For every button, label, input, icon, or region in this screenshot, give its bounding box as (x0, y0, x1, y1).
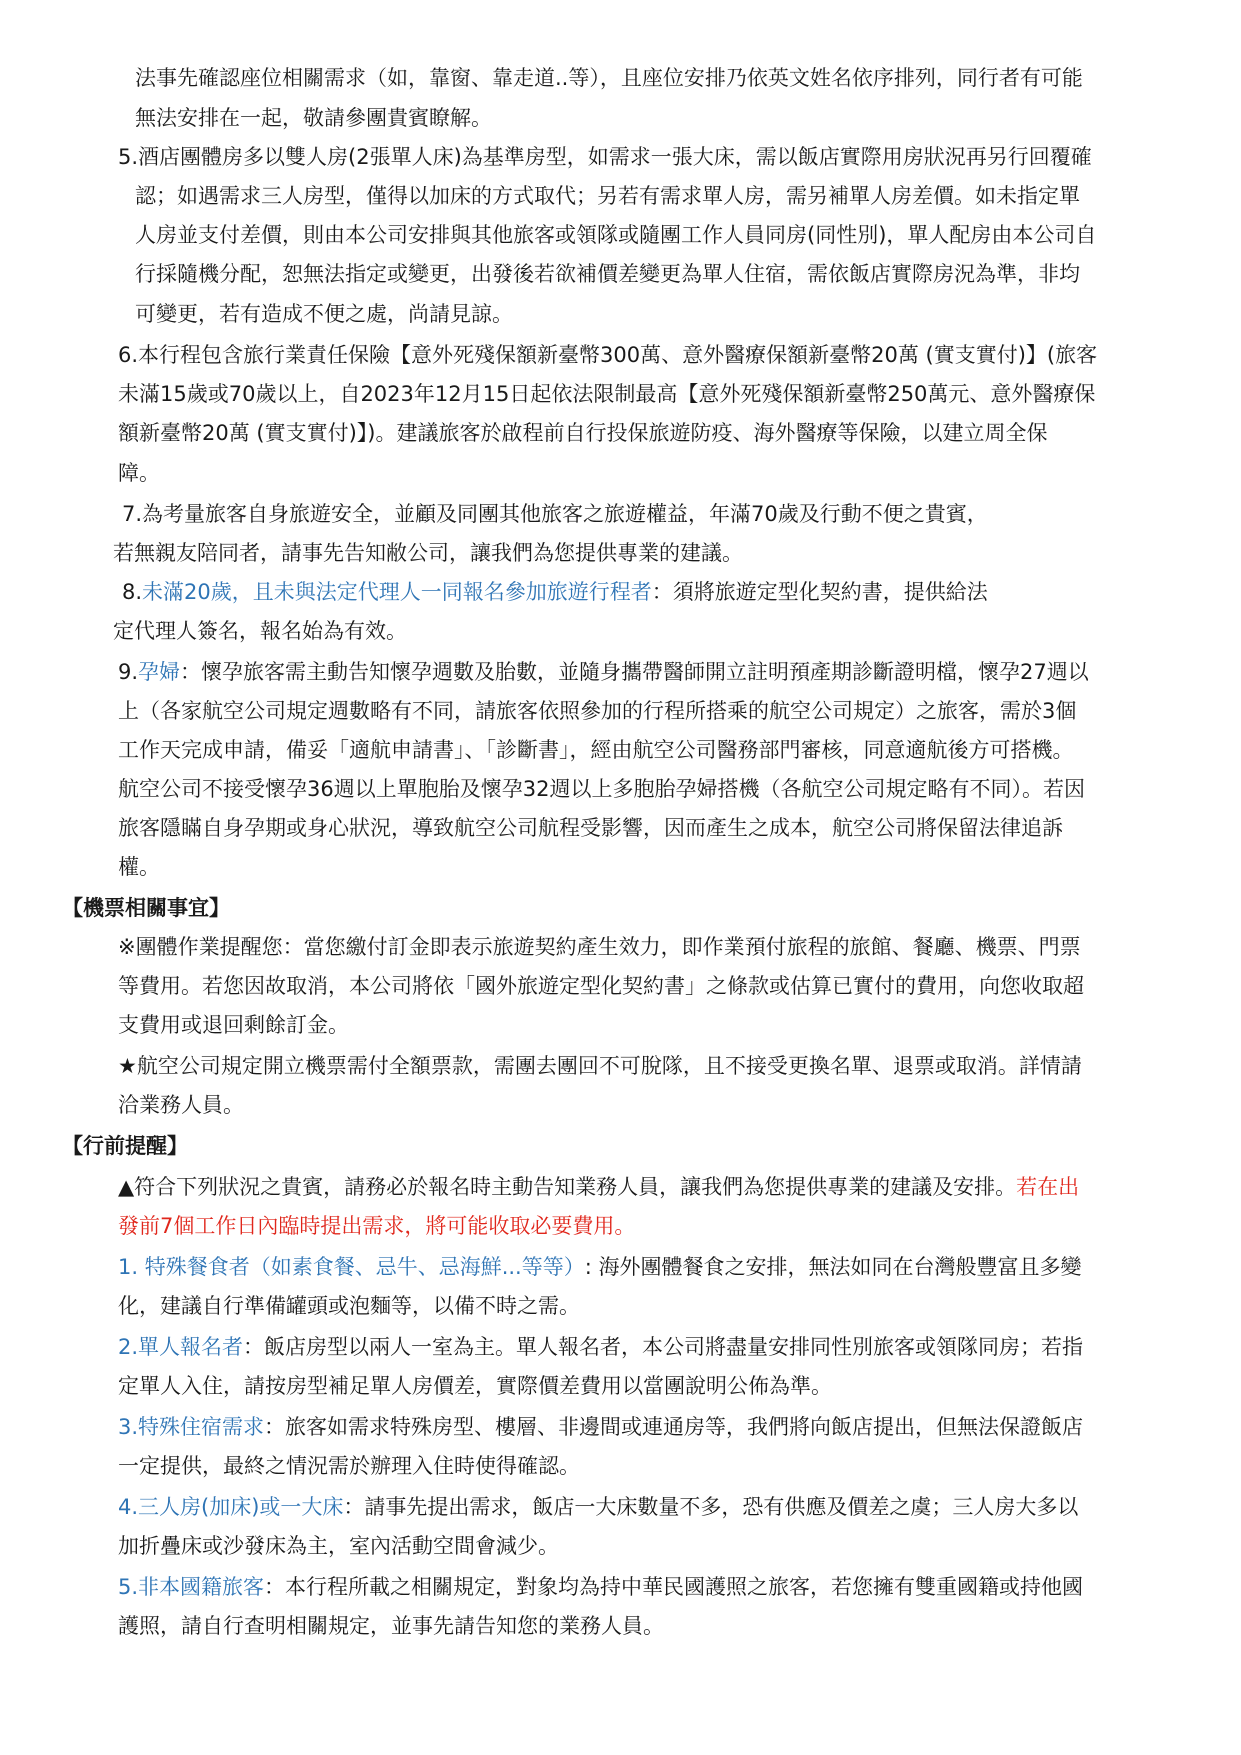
item8-number: 8. (122, 580, 143, 604)
reminder-r2-line-2: 定單人入住，請按房型補足單人房價差，實際價差費用以當團說明公佈為準。 (118, 1374, 832, 1398)
reminder-r4-line-2: 加折疊床或沙發床為主，室內活動空間會減少。 (118, 1534, 559, 1558)
reminder-r3-highlight: 3.特殊住宿需求 (118, 1415, 265, 1439)
item7-line-2: 若無親友陪同者，請事先告知敝公司，讓我們為您提供專業的建議。 (113, 541, 743, 565)
reminder-r1-highlight: 1. 特殊餐食者（如素食餐、忌牛、忌海鮮...等等） (118, 1255, 585, 1279)
reminder-intro-text: ▲符合下列狀況之貴賓，請務必於報名時主動告知業務人員，讓我們為您提供專業的建議及安排。 (118, 1175, 1017, 1199)
reminder-r1-line-2: 化，建議自行準備罐頭或泡麵等，以備不時之需。 (118, 1294, 580, 1318)
item9-line-3: 工作天完成申請，備妥「適航申請書」、「診斷書」，經由航空公司醫務部門審核，同意適航後方可搭機。 (118, 738, 1074, 762)
reminder-r3-rest: ：旅客如需求特殊房型、樓層、非邊間或連通房等，我們將向飯店提出，但無法保證飯店 (264, 1415, 1084, 1439)
reminder-intro-line-2: 發前7個工作日內臨時提出需求，將可能收取必要費用。 (118, 1214, 636, 1238)
ticket-p1-line-3: 支費用或退回剩餘訂金。 (118, 1013, 349, 1037)
ticket-p2-line-2: 洽業務人員。 (118, 1093, 244, 1117)
reminder-r4-highlight: 4.三人房(加床)或一大床 (118, 1495, 344, 1519)
item9-rest: ：懷孕旅客需主動告知懷孕週數及胎數，並隨身攜帶醫師開立註明預產期診斷證明檔，懷孕27週以 (180, 660, 1089, 684)
item9-line-2: 上（各家航空公司規定週數略有不同，請旅客依照參加的行程所搭乘的航空公司規定）之旅客，需於3個 (118, 699, 1077, 723)
reminder-r4-rest: ：請事先提出需求，飯店一大床數量不多，恐有供應及價差之虞；三人房大多以 (343, 1495, 1079, 1519)
reminder-r5-highlight: 5.非本國籍旅客 (118, 1575, 265, 1599)
reminder-intro-line-1 (118, 1172, 1079, 1202)
item5-line-1: 5.酒店團體房多以雙人房(2張單人床)為基準房型，如需求一張大床，需以飯店實際用房狀況再另行回覆確 (118, 145, 1092, 169)
reminder-r1-rest: : 海外團體餐食之安排，無法如同在台灣般豐富且多變 (584, 1255, 1082, 1279)
reminder-r2-line-1 (118, 1332, 1083, 1362)
reminder-r1-line-1 (118, 1252, 1082, 1282)
item5-line-2: 認；如遇需求三人房型，僅得以加床的方式取代；另若有需求單人房，需另補單人房差價。如未指定單 (135, 184, 1080, 208)
reminder-r5-line-2: 護照，請自行查明相關規定，並事先請告知您的業務人員。 (118, 1614, 664, 1638)
item7-line-1: 7.為考量旅客自身旅遊安全，並顧及同團其他旅客之旅遊權益，年滿70歲及行動不便之貴賓， (122, 502, 988, 526)
intro-line-1: 法事先確認座位相關需求（如，靠窗、靠走道..等），且座位安排乃依英文姓名依序排列，同行者有可能 (135, 66, 1083, 90)
reminder-r5-rest: ：本行程所載之相關規定，對象均為持中華民國護照之旅客，若您擁有雙重國籍或持他國 (264, 1575, 1084, 1599)
item9-highlight: 孕婦 (138, 660, 181, 684)
item8-line-1 (122, 577, 988, 607)
reminder-r5-line-1 (118, 1572, 1083, 1602)
item5-line-4: 行採隨機分配，恕無法指定或變更，出發後若欲補價差變更為單人住宿，需依飯店實際房況為準，非均 (135, 262, 1080, 286)
item8-line-2: 定代理人簽名，報名始為有效。 (113, 619, 407, 643)
reminder-intro-warning: 若在出 (1016, 1175, 1080, 1199)
ticket-p1-line-2: 等費用。若您因故取消，本公司將依「國外旅遊定型化契約書」之條款或估算已實付的費用，向您收取超 (118, 974, 1084, 998)
ticket-p1-line-1: ※團體作業提醒您：當您繳付訂金即表示旅遊契約產生效力，即作業預付旅程的旅館、餐廳、機票、門票 (118, 935, 1081, 959)
ticket-section-heading: 【機票相關事宜】 (62, 896, 230, 920)
reminder-r2-rest: ：飯店房型以兩人一室為主。單人報名者，本公司將盡量安排同性別旅客或領隊同房；若指 (243, 1335, 1084, 1359)
item5-line-5: 可變更，若有造成不便之處，尚請見諒。 (135, 302, 513, 326)
intro-line-2: 無法安排在一起，敬請參團貴賓瞭解。 (135, 106, 492, 130)
ticket-p2-line-1: ★航空公司規定開立機票需付全額票款，需團去團回不可脫隊，且不接受更換名單、退票或取消。詳情請 (118, 1054, 1082, 1078)
reminder-r4-line-1 (118, 1492, 1078, 1522)
item6-line-4: 障。 (118, 461, 160, 485)
item6-line-2: 未滿15歲或70歲以上，自2023年12月15日起依法限制最高【意外死殘保額新臺幣250萬元、意外醫療保 (118, 382, 1096, 406)
reminder-section-heading: 【行前提醒】 (62, 1134, 188, 1158)
item5-line-3: 人房並支付差價，則由本公司安排與其他旅客或領隊或隨團工作人員同房(同性別)，單人配房由本公司自 (135, 223, 1097, 247)
item9-number: 9. (118, 660, 139, 684)
item6-line-1: 6.本行程包含旅行業責任保險【意外死殘保額新臺幣300萬、意外醫療保額新臺幣20萬 (實支實付)】(旅客 (118, 343, 1098, 367)
item9-line-4: 航空公司不接受懷孕36週以上單胞胎及懷孕32週以上多胞胎孕婦搭機（各航空公司規定略有不同）。若因 (118, 777, 1085, 801)
item9-line-1 (118, 657, 1089, 687)
item8-rest: ：須將旅遊定型化契約書，提供給法 (651, 580, 988, 604)
item8-highlight: 未滿20歲，且未與法定代理人一同報名參加旅遊行程者 (142, 580, 652, 604)
reminder-r3-line-1 (118, 1412, 1083, 1442)
item9-line-5: 旅客隱瞞自身孕期或身心狀況，導致航空公司航程受影響，因而產生之成本，航空公司將保留法律追訴 (118, 816, 1063, 840)
item6-line-3: 額新臺幣20萬 (實支實付)】)。建議旅客於啟程前自行投保旅遊防疫、海外醫療等保險，以建立周全保 (118, 421, 1048, 445)
item9-line-6: 權。 (118, 855, 160, 879)
reminder-r2-highlight: 2.單人報名者 (118, 1335, 244, 1359)
reminder-r3-line-2: 一定提供，最終之情況需於辦理入住時使得確認。 (118, 1454, 580, 1478)
